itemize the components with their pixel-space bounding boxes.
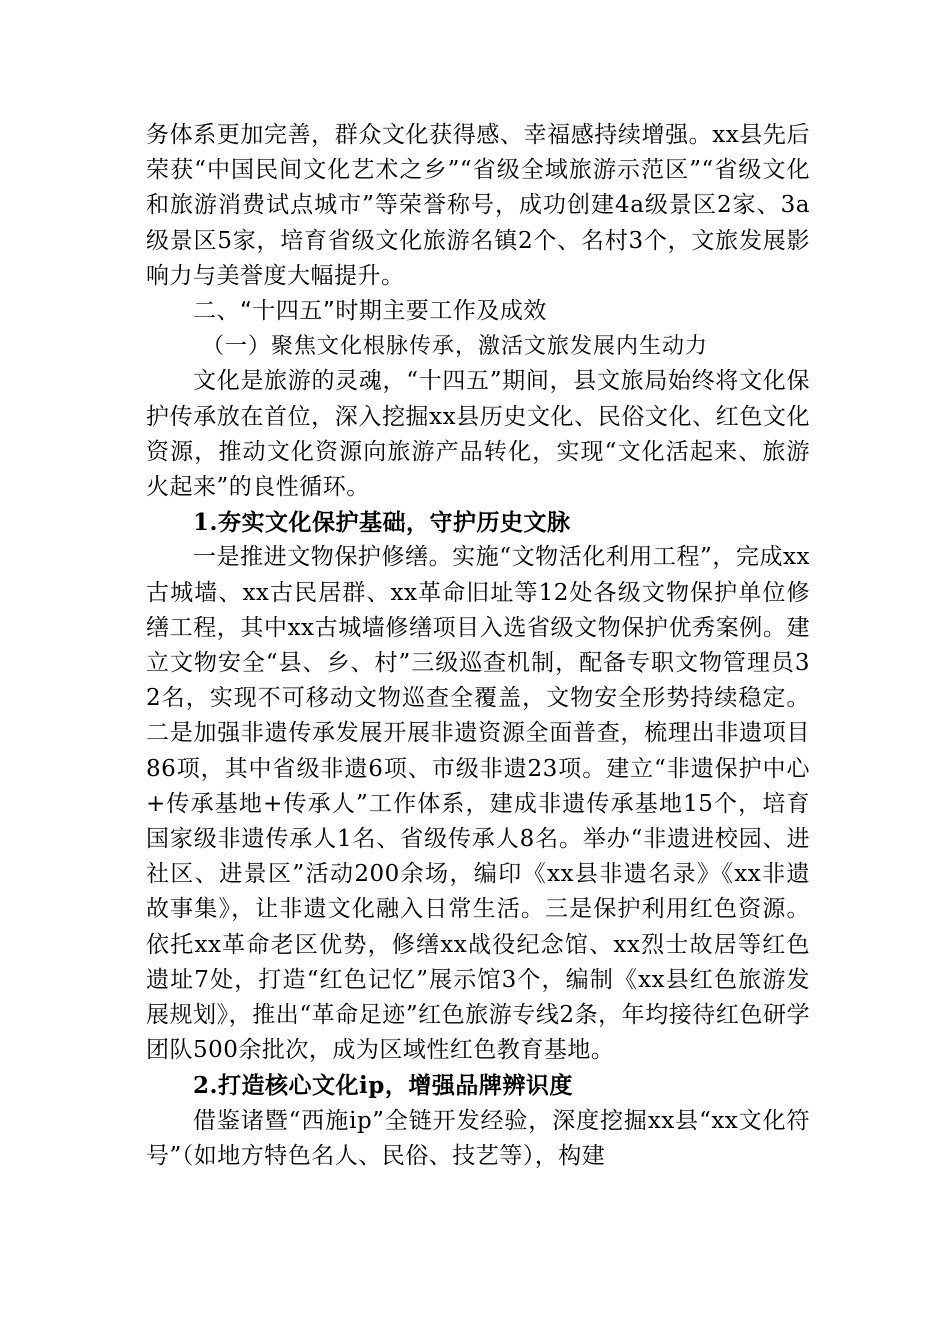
body-paragraph-continuation: 务体系更加完善，群众文化获得感、幸福感持续增强。xx县先后荣获“中国民间文化艺术之乡”“省级全域旅游示范区”“省级文化和旅游消费试点城市”等荣誉称号，成功创建4a级景区2家、3a级景区5家，培育省级文化旅游名镇2个、名村3个，文旅发展影响力与美誉度大幅提升。: [146, 122, 810, 289]
item-heading-2: 2.打造核心文化ip，增强品牌辨识度: [193, 1072, 573, 1100]
section-heading-2: 二、“十四五”时期主要工作及成效: [193, 298, 547, 325]
document-body: [146, 118, 810, 1174]
item-heading-1: 1.夯实文化保护基础，守护历史文脉: [193, 509, 571, 537]
body-paragraph-ip: 借鉴诸暨“西施ip”全链开发经验，深度挖掘xx县“xx文化符号”（如地方特色名人、民俗、技艺等），构建: [146, 1107, 810, 1169]
body-paragraph-protection: 一是推进文物保护修缮。实施“文物活化利用工程”，完成xx古城墙、xx古民居群、xx革命旧址等12处各级文物保护单位修缮工程，其中xx古城墙修缮项目入选省级文物保护优秀案例。建立文物安全“县、乡、村”三级巡查机制，配备专职文物管理员32名，实现不可移动文物巡查全覆盖，文物安全形势持续稳定。二是加强非遗传承发展开展非遗资源全面普查，梳理出非遗项目86项，其中省级非遗6项、市级非遗23项。建立“非遗保护中心+传承基地+传承人”工作体系，建成非遗传承基地15个，培育国家级非遗传承人1名、省级传承人8名。举办“非遗进校园、进社区、进景区”活动200余场，编印《xx县非遗名录》《xx非遗故事集》，让非遗文化融入日常生活。三是保护利用红色资源。依托xx革命老区优势，修缮xx战役纪念馆、xx烈士故居等红色遗址7处，打造“红色记忆”展示馆3个，编制《xx县红色旅游发展规划》，推出“革命足迹”红色旅游专线2条，年均接待红色研学团队500余批次，成为区域性红色教育基地。: [146, 544, 810, 1064]
subsection-heading-1: （一）聚焦文化根脉传承，激活文旅发展内生动力: [202, 334, 709, 360]
body-paragraph-culture-intro: 文化是旅游的灵魂，“十四五”期间，县文旅局始终将文化保护传承放在首位，深入挖掘xx县历史文化、民俗文化、红色文化资源，推动文化资源向旅游产品转化，实现“文化活起来、旅游火起来”的良性循环。: [146, 368, 810, 501]
